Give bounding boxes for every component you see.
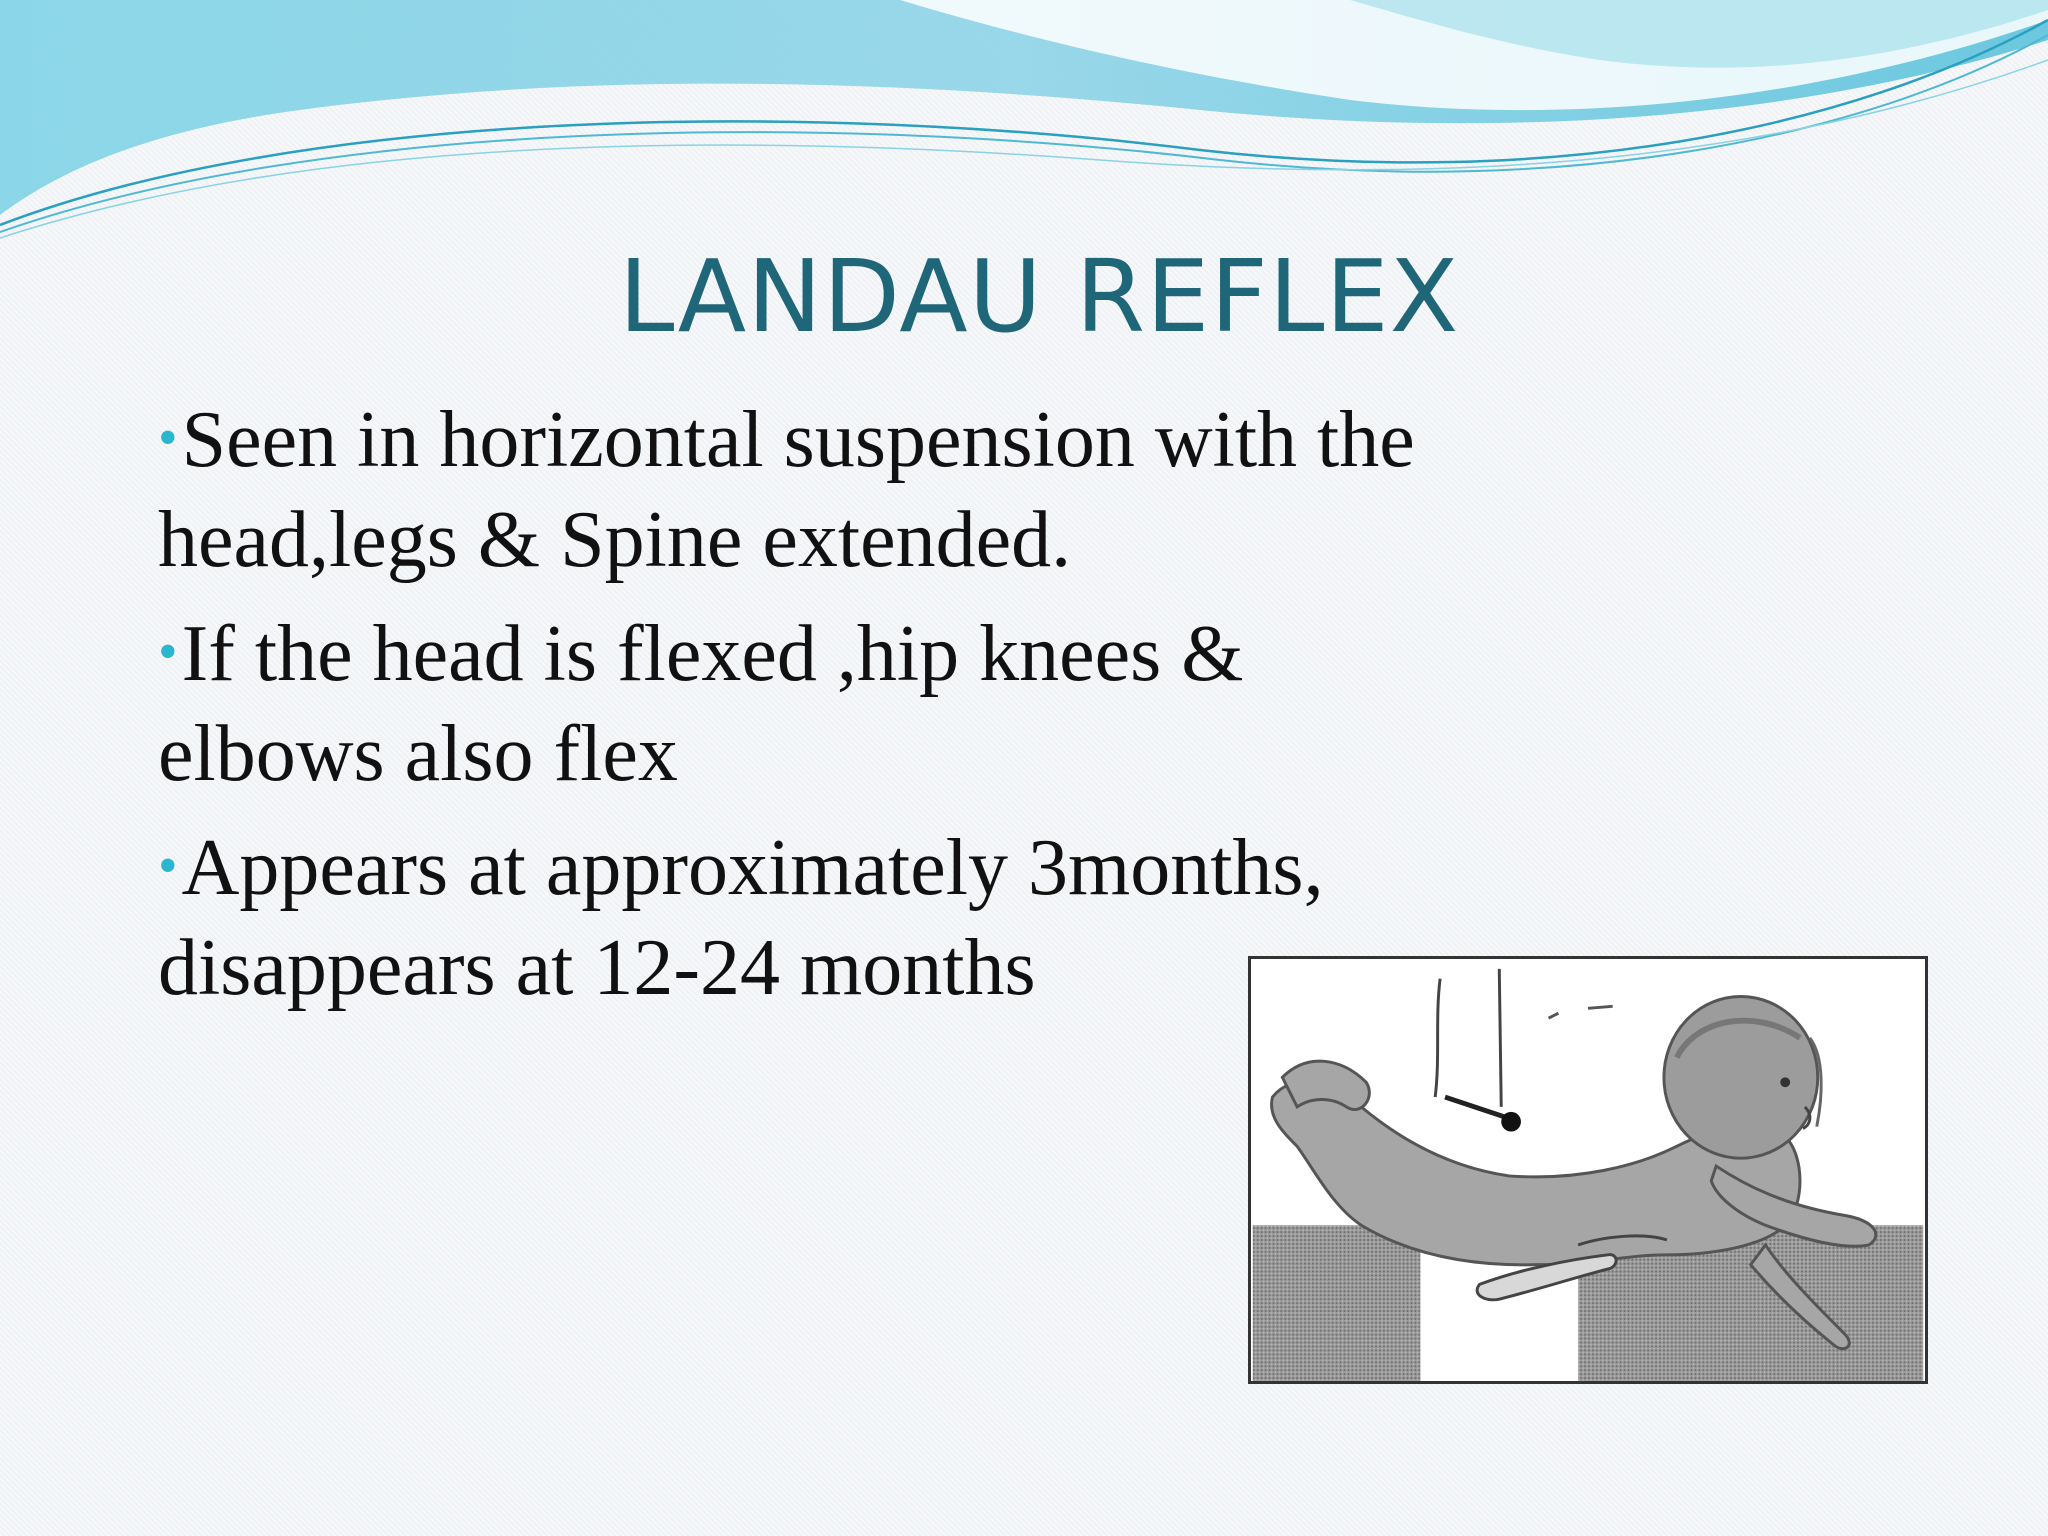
bullet-marker: • [158, 835, 178, 897]
bullet-item [158, 388, 1458, 590]
bullet-list [158, 388, 1458, 1030]
bullet-marker: • [158, 621, 178, 683]
bullet-marker: • [158, 407, 178, 469]
slide-title: LANDAU REFLEX [618, 238, 1460, 355]
bullet-text: If the head is flexed ,hip knees & elbows also flex [158, 610, 1244, 798]
infant-horizontal-suspension-icon [1251, 959, 1925, 1381]
bullet-text: Appears at approximately 3months, disappears at 12-24 months [158, 824, 1324, 1012]
bullet-item [158, 602, 1458, 804]
infant-suspension-illustration [1248, 956, 1928, 1384]
wave-header-decoration [0, 0, 2048, 240]
bullet-text: Seen in horizontal suspension with the head,legs & Spine extended. [158, 396, 1415, 584]
